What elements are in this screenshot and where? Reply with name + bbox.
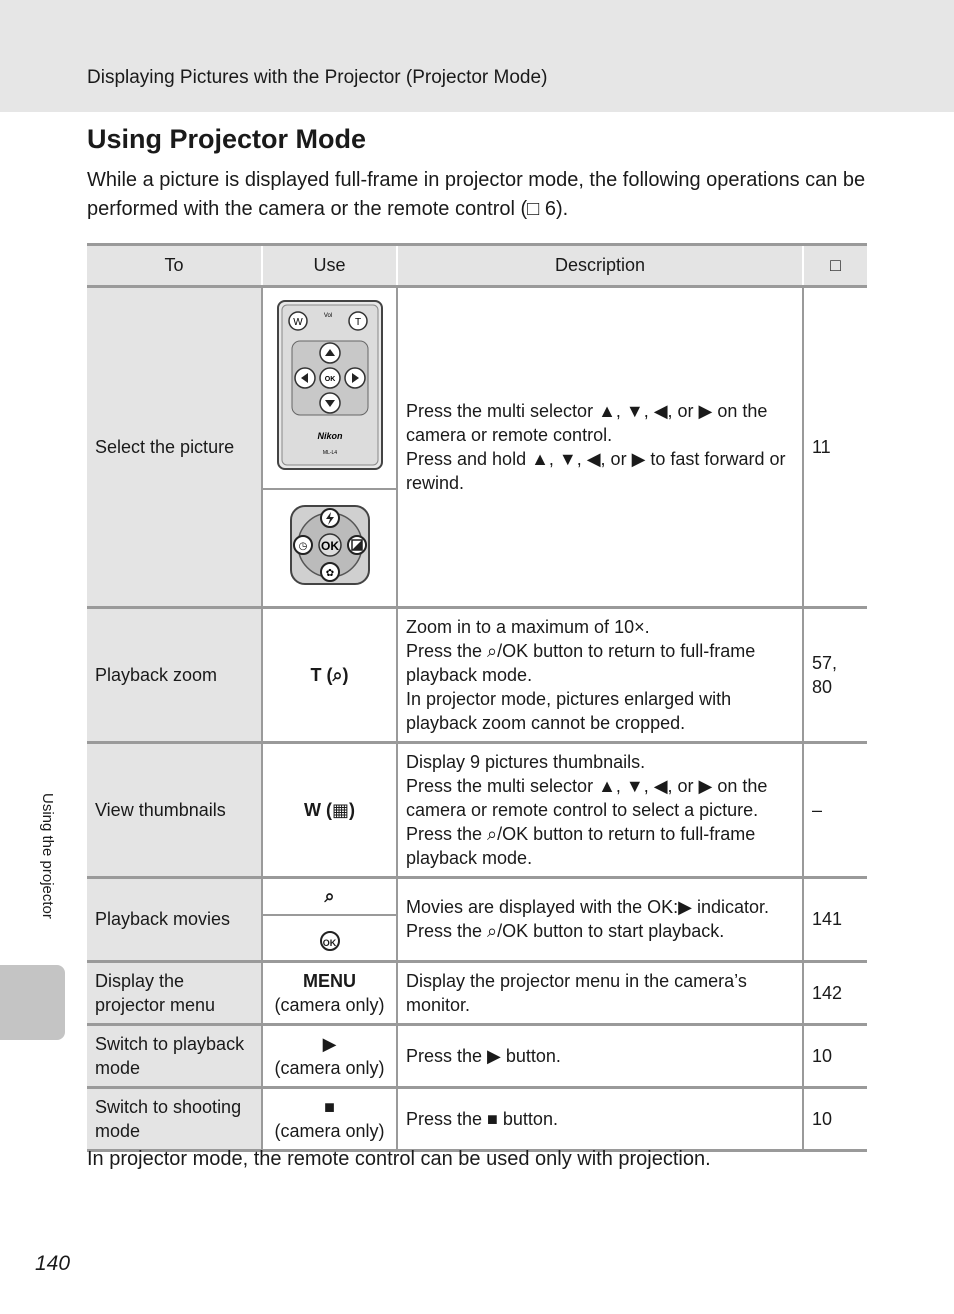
table-row: [87, 1024, 867, 1087]
row-use-camera: [262, 915, 397, 961]
table-row: [87, 287, 867, 490]
svg-text:T: T: [354, 317, 361, 328]
chapter-header: Displaying Pictures with the Projector (Projector Mode): [87, 67, 548, 88]
row-use: [262, 1024, 397, 1087]
shooting-mode-camera-icon: ■: [324, 1096, 335, 1117]
table-row: [87, 961, 867, 1024]
row-description: Press the multi selector ▲, ▼, ◀, or ▶ on the camera or remote control. Press and hold ▲, ▼, ◀, or ▶ to fast forward or rewind.: [397, 287, 803, 608]
row-page: 11: [803, 287, 867, 608]
row-use: [262, 607, 397, 742]
row-to: Display the projector menu: [87, 961, 262, 1024]
row-use: [262, 1087, 397, 1150]
use-note: (camera only): [274, 994, 385, 1015]
table-row: [87, 607, 867, 742]
row-to: Playback movies: [87, 877, 262, 961]
row-use: [262, 742, 397, 877]
playback-zoom-button-icon: ⌕: [324, 886, 335, 907]
camera-multi-selector-image: [262, 489, 397, 607]
row-to: Switch to playback mode: [87, 1024, 262, 1087]
page-header-band: [0, 0, 954, 112]
row-description: Display 9 pictures thumbnails. Press the multi selector ▲, ▼, ◀, or ▶ on the camera or remote control to select a picture. Press the ⌕/OK button to return to full-frame playback mode.: [397, 742, 803, 877]
header-use: Use: [262, 245, 397, 287]
header-description: Description: [397, 245, 803, 287]
row-to: Select the picture: [87, 287, 262, 608]
row-to: Switch to shooting mode: [87, 1087, 262, 1150]
svg-text:Vol: Vol: [323, 313, 332, 319]
row-page: 141: [803, 877, 867, 961]
svg-text:◷: ◷: [298, 540, 307, 552]
remote-control-icon: [276, 299, 384, 471]
section-title: Using Projector Mode: [87, 124, 367, 154]
table-row: [87, 1087, 867, 1150]
svg-text:ML-L4: ML-L4: [322, 450, 337, 456]
svg-text:OK: OK: [320, 538, 339, 553]
row-page: 10: [803, 1024, 867, 1087]
use-note: (camera only): [274, 1120, 385, 1141]
zoom-in-t-icon: T (⌕): [310, 664, 349, 685]
row-page: 10: [803, 1087, 867, 1150]
table-row: [87, 742, 867, 877]
svg-text:Nikon: Nikon: [316, 431, 343, 441]
row-description: Press the ▶ button.: [397, 1024, 803, 1087]
side-tab-marker: [0, 965, 65, 1040]
ok-button-icon: OK: [320, 931, 340, 951]
row-page: –: [803, 742, 867, 877]
remote-control-image: [262, 287, 397, 490]
footnote: In projector mode, the remote control can be used only with projection.: [87, 1148, 711, 1170]
svg-text:✿: ✿: [325, 567, 334, 579]
row-use: [262, 961, 397, 1024]
row-description: Movies are displayed with the OK:▶ indicator. Press the ⌕/OK button to start playback.: [397, 877, 803, 961]
row-page: 142: [803, 961, 867, 1024]
intro-paragraph: While a picture is displayed full-frame in projector mode, the following operations can be performed with the camera or the remote control (□ 6).: [87, 169, 866, 220]
row-to: View thumbnails: [87, 742, 262, 877]
row-page: 57, 80: [803, 607, 867, 742]
operations-table: [87, 243, 867, 1152]
svg-text:OK: OK: [324, 376, 335, 383]
menu-button-icon: MENU: [303, 970, 356, 991]
row-use-remote: [262, 877, 397, 915]
header-page-ref-icon: □: [803, 245, 867, 287]
table-header-row: [87, 245, 867, 287]
page-number: 140: [35, 1252, 71, 1275]
row-to: Playback zoom: [87, 607, 262, 742]
row-description: Press the ■ button.: [397, 1087, 803, 1150]
multi-selector-icon: [288, 503, 372, 587]
use-note: (camera only): [274, 1057, 385, 1078]
table-row: [87, 877, 867, 915]
header-to: To: [87, 245, 262, 287]
playback-button-icon: ▶: [322, 1033, 337, 1054]
row-description: Zoom in to a maximum of 10×. Press the ⌕/OK button to return to full-frame playback mode. In projector mode, pictures enlarged with playback zoom cannot be cropped.: [397, 607, 803, 742]
row-description: Display the projector menu in the camera’s monitor.: [397, 961, 803, 1024]
svg-text:W: W: [292, 317, 303, 328]
side-tab-label: Using the projector: [39, 793, 56, 919]
zoom-out-w-icon: W (▦): [304, 799, 355, 820]
